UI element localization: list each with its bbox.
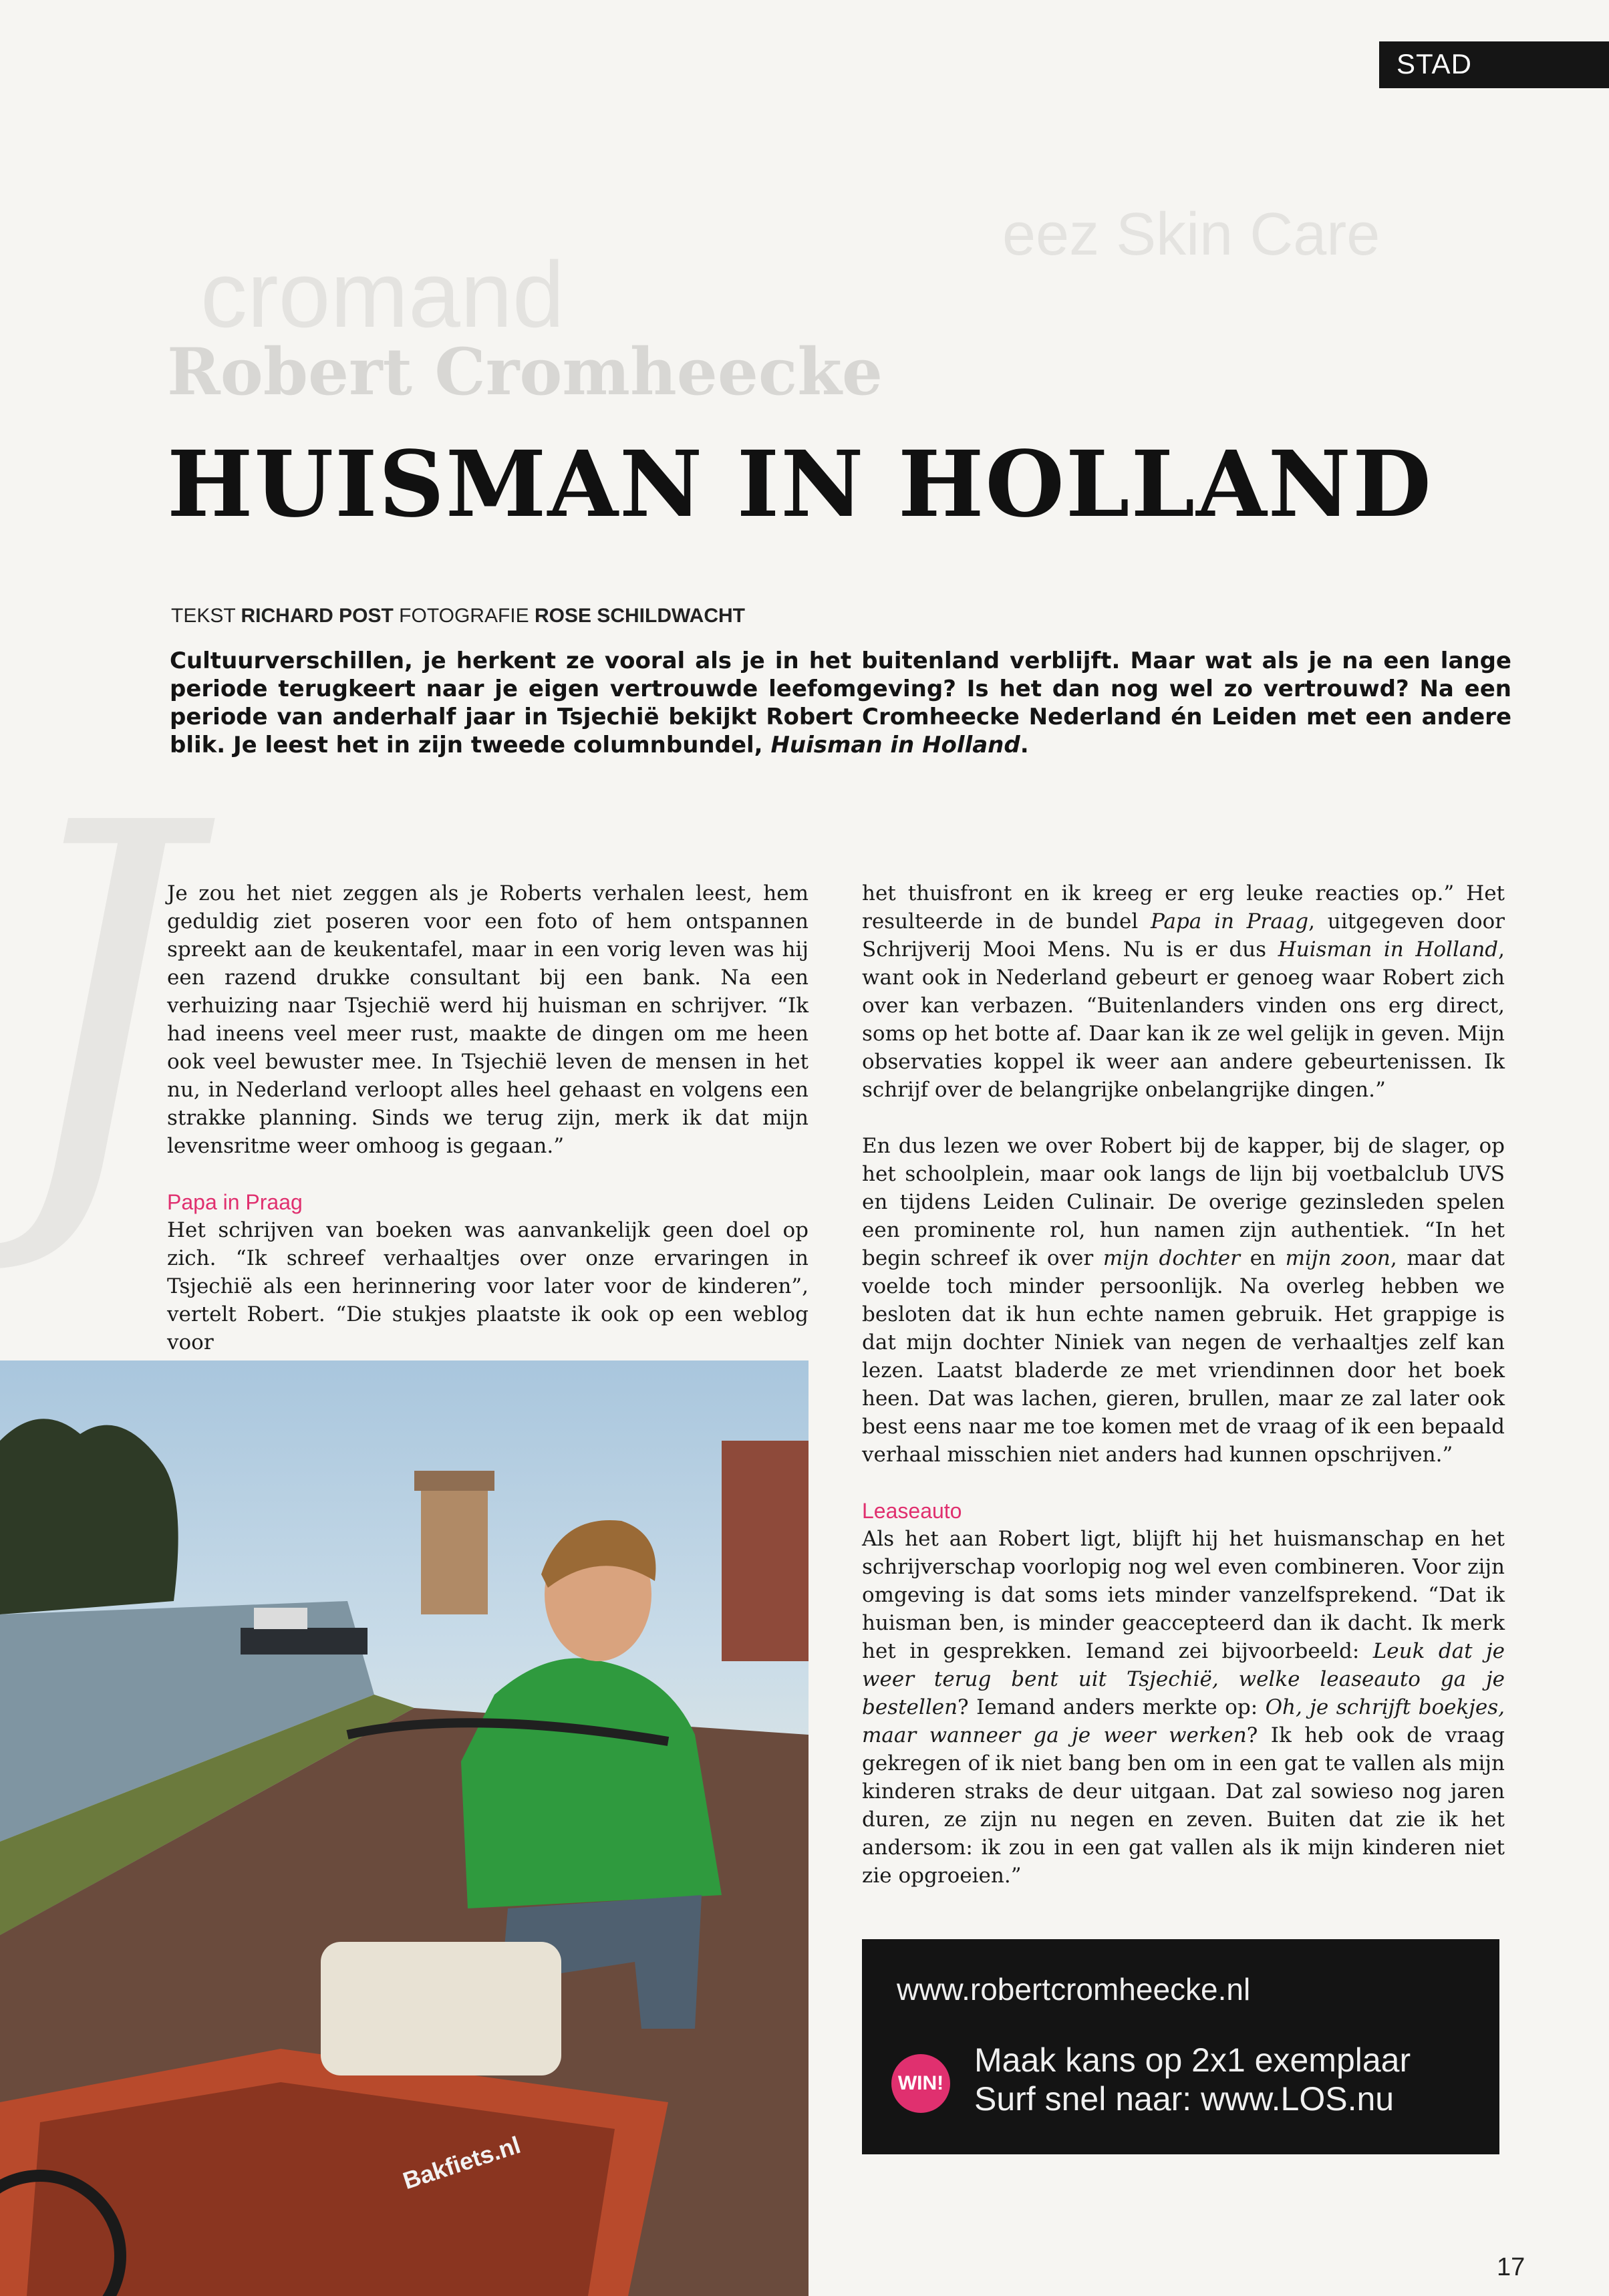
body-paragraph: Als het aan Robert ligt, blijft hij het huismanschap en het schrijverschap voorlopig nog wel even combineren. Voor zijn omgeving is dat soms iets minder vanzelfsprekend. “Dat ik huisman ben, is minder geaccepteerd dan ik dacht. Ik merk het in gesprekken. Iemand zei bijvoorbeeld: Leuk dat je weer terug bent uit Tsjechië, welke leaseauto ga je bestellen? Iemand anders merkte op: Oh, je schrijft boekjes, maar wanneer ga je weer werken? Ik heb ook de vraag gekregen of ik niet bang ben om in een gat te vallen als mijn kinderen straks de deur uitgaan. Dat zal sowieso nog jaren duren, ze zijn nu negen en zeven. Buiten dat zie ik het andersom: ik zou in een gat vallen als ik mijn kinderen niet zie opgroeien.” [862, 1527, 1505, 1888]
win-badge: WIN! [891, 2054, 950, 2113]
body-paragraph: het thuisfront en ik kreeg er erg leuke reacties op.” Het resulteerde in de bundel Papa in Praag, uitgegeven door Schrijverij Mooi Mens. Nu is er dus Huisman in Holland, want ook in Nederland gebeurt er genoeg waar Robert zich over kan verbazen. “Buitenlanders vinden ons erg direct, soms op het botte af. Daar kan ik ze wel gelijk in geven. Mijn observaties koppel ik weer aan andere gebeurtenissen. Ik schrijf over de belangrijke onbelangrijke dingen.” [862, 881, 1505, 1102]
subheading-papa-in-praag: Papa in Praag [167, 1190, 303, 1214]
background-bleed: eez Skin Care [1002, 201, 1380, 268]
bike-brand-label: Bakfiets.nl [399, 2130, 524, 2195]
article-photo [0, 1360, 809, 2296]
kicker: Robert Cromheecke [167, 334, 883, 410]
decorative-dropcap: J [0, 722, 193, 1282]
photo-illustration [0, 1360, 809, 2296]
subheading-leaseauto: Leaseauto [862, 1499, 962, 1523]
background-bleed: cromand [200, 242, 565, 347]
body-paragraph: Je zou het niet zeggen als je Roberts verhalen leest, hem geduldig ziet poseren voor een foto of hem ontspannen spreekt aan de keukentafel, maar in een vorig leven was hij een razend drukke consultant bij een bank. Na een verhuizing naar Tsjechië werd hij huisman en schrijver. “Ik had ineens veel meer rust, maakte de dingen om me heen ook veel bewuster mee. In Tsjechië leven de mensen in het nu, in Nederland verloopt alles heel gehaast en volgens een strakke planning. Sinds we terug zijn, merk ik dat mijn levensritme weer omhoog is gegaan.” [167, 881, 809, 1158]
body-paragraph: Het schrijven van boeken was aanvankelijk geen doel op zich. “Ik schreef verhaaltjes over onze ervaringen in Tsjechië als een herinnering voor later voor de kinderen”, vertelt Robert. “Die stukjes plaatste ik ook op een weblog voor [167, 1218, 809, 1354]
promo-line: Maak kans op 2x1 exemplaar [974, 2041, 1411, 2079]
article-column-right [862, 879, 1505, 1890]
credit-text-author: RICHARD POST [241, 605, 394, 627]
credit-photo-author: ROSE SCHILDWACHT [534, 605, 745, 627]
promo-line: Surf snel naar: www.LOS.nu [974, 2080, 1395, 2118]
credit-photo-label: FOTOGRAFIE [399, 605, 529, 627]
credit-text-label: TEKST [171, 605, 236, 627]
section-label: STAD [1379, 41, 1609, 88]
page-number: 17 [1497, 2253, 1525, 2281]
intro-book-title: Huisman in Holland [770, 732, 1020, 758]
website-link[interactable]: www.robertcromheecke.nl [897, 1972, 1251, 2007]
promo-box [862, 1939, 1499, 2154]
body-paragraph: En dus lezen we over Robert bij de kapper, bij de slager, op het schoolplein, maar ook langs de lijn bij voetbalclub UVS en tijdens Leiden Culinair. De overige gezinsleden spelen een prominente rol, hun namen zijn authentiek. “In het begin schreef ik over mijn dochter en mijn zoon, maar dat voelde toch minder persoonlijk. Na overleg hebben we besloten dat ik hun echte namen gebruik. Het grappige is dat mijn dochter Niniek van negen de verhaaltjes zelf kan lezen. Laatst bladerde ze met vriendinnen door het boek heen. Dat was lachen, gieren, brullen, maar ze zal later ook best eens naar me toe komen met de vraag of ik een bepaald verhaal misschien niet anders had kunnen opschrijven.” [862, 1134, 1505, 1467]
intro-paragraph: Cultuurverschillen, je herkent ze vooral als je in het buitenland verblijft. Maar wat als je na een lange periode terugkeert naar je eigen vertrouwde leefomgeving? Is het dan nog wel zo vertrouwd? Na een periode van anderhalf jaar in Tsjechië bekijkt Robert Cromheecke Nederland én Leiden met een andere blik. Je leest het in zijn tweede columnbundel, Huisman in Holland. [170, 648, 1511, 758]
article-column-left [167, 879, 809, 1356]
page-title: HUISMAN IN HOLLAND [167, 431, 1433, 538]
byline [171, 605, 745, 627]
